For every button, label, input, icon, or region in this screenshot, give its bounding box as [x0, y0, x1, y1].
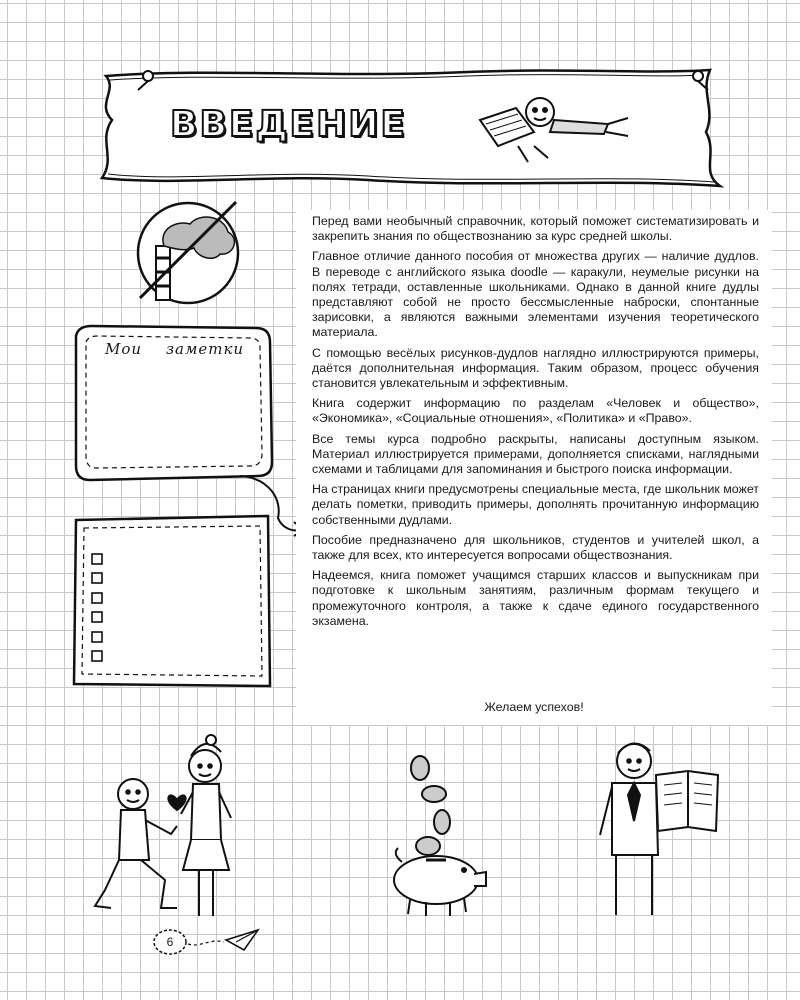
- paragraph: Пособие предназначено для школьников, студентов и учителей школ, а также для всех, кто интересуется вопросами обществознания.: [312, 532, 759, 563]
- intro-text: [312, 214, 759, 634]
- paragraph: Книга содержит информацию по разделам «Человек и общество», «Экономика», «Социальные отношения», «Политика» и «Право».: [312, 396, 759, 426]
- checkbox[interactable]: [92, 573, 102, 583]
- closing-line: Желаем успехов!: [484, 700, 584, 714]
- checkbox[interactable]: [92, 593, 102, 603]
- page-number: 6: [166, 935, 174, 949]
- checkbox[interactable]: [92, 612, 102, 622]
- page-title: ВВЕДЕНИЕ: [170, 104, 407, 145]
- proposal-couple-icon: [85, 730, 255, 930]
- paragraph: Надеемся, книга поможет учащимся старших классов и выпускникам при подготовке к школьным занятиям, различным формам текущего и промежуточного контроля, а также к сдаче единого государственного экзамена.: [312, 568, 759, 628]
- piggy-bank-coins-icon: [380, 750, 490, 920]
- checkbox[interactable]: [92, 651, 102, 661]
- paragraph: Все темы курса подробно раскрыты, написаны доступным языком. Материал иллюстрируется примерами, дополняется списками, наглядными схемами и таблицами для запоминания и быстрого поиска информации.: [312, 431, 759, 477]
- man-with-book-icon: [590, 735, 730, 925]
- notes-title: Мои заметки: [105, 340, 245, 358]
- paragraph: Главное отличие данного пособия от множества других — наличие дудлов. В переводе с английского языка doodle — каракули, неумелые рисунки на полях тетради, оставленные школьниками. Однако в данной книге дудлы представляют собой не просто бессмысленные наброски, спонтанные зарисовки, а являются важными элементами изучения теоретического материала.: [312, 249, 759, 340]
- paragraph: С помощью весёлых рисунков-дудлов наглядно иллюстрируются примеры, даётся дополнительная информация. Таким образом, процесс обучения становится увлекательным и эффективным.: [312, 345, 759, 391]
- checkbox[interactable]: [92, 554, 102, 564]
- paragraph: Перед вами необычный справочник, который поможет систематизировать и закрепить знания по обществознанию за курс средней школы.: [312, 214, 759, 244]
- checklist-box: [72, 514, 272, 689]
- no-pollution-icon: [128, 198, 248, 308]
- checkbox[interactable]: [92, 632, 102, 642]
- paragraph: На страницах книги предусмотрены специальные места, где школьник может делать пометки, приводить примеры, дополнять прочитанную информацию собственными дудлами.: [312, 482, 759, 527]
- paper-plane-icon: [226, 930, 258, 950]
